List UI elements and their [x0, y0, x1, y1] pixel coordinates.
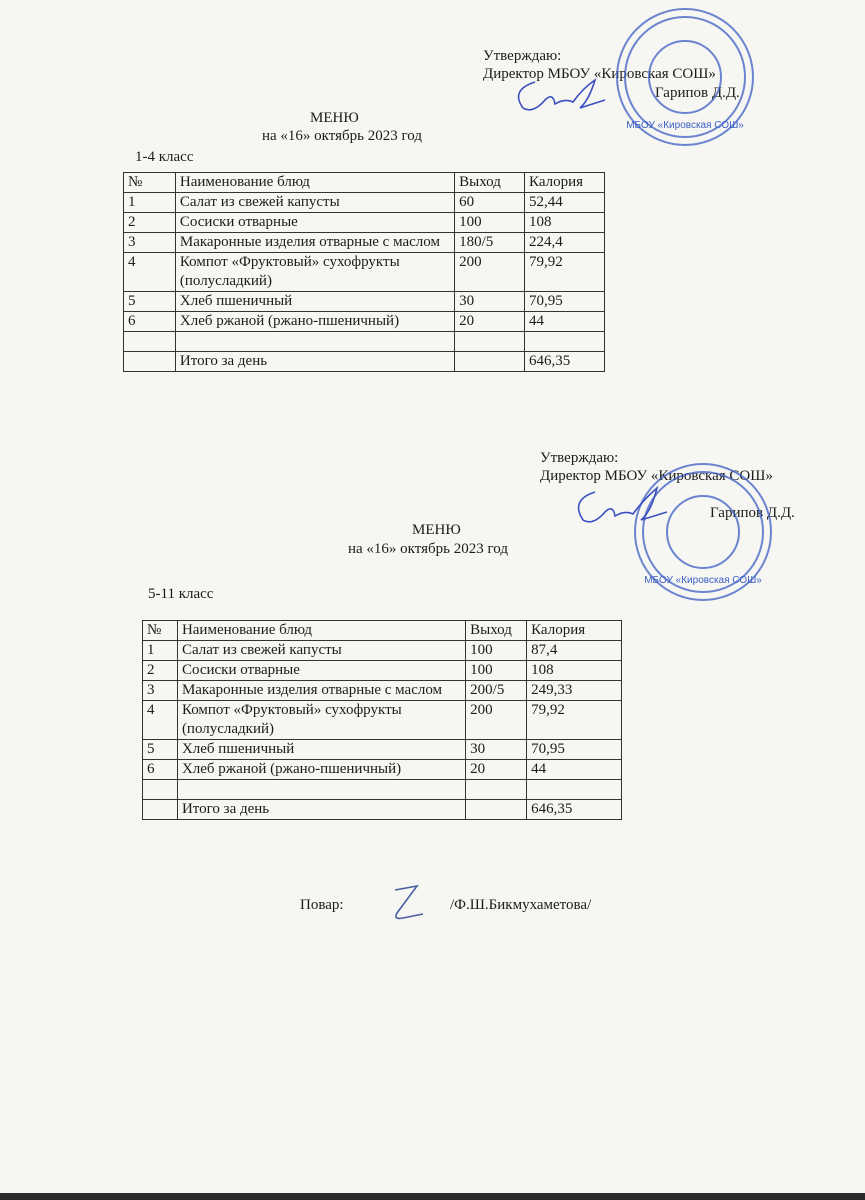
class-label: 5-11 класс — [148, 586, 214, 602]
cell-number: № — [143, 621, 178, 641]
cell-dish: Итого за день — [175, 352, 454, 372]
cell-number: № — [124, 173, 176, 193]
cell-dish — [177, 780, 465, 800]
cell-calories — [525, 332, 605, 352]
cell-yield: 100 — [466, 641, 527, 661]
cell-yield: 100 — [466, 661, 527, 681]
cell-yield: Выход — [466, 621, 527, 641]
cell-calories: 108 — [525, 213, 605, 233]
cell-number — [124, 352, 176, 372]
cell-calories: 249,33 — [527, 681, 622, 701]
cell-calories: 44 — [527, 760, 622, 780]
cell-yield: 30 — [466, 740, 527, 760]
cell-yield — [455, 332, 525, 352]
table-row — [124, 312, 605, 332]
table-header — [124, 173, 605, 193]
menu-title: МЕНЮ — [310, 110, 359, 126]
cell-number: 1 — [124, 193, 176, 213]
cell-yield: 30 — [455, 292, 525, 312]
cell-calories: 646,35 — [525, 352, 605, 372]
menu-title: МЕНЮ — [412, 522, 461, 538]
cell-number: 1 — [143, 641, 178, 661]
menu-date: на «16» октябрь 2023 год — [262, 128, 422, 144]
table-row — [124, 213, 605, 233]
cell-number: 2 — [124, 213, 176, 233]
official-stamp — [605, 5, 765, 155]
cell-yield: 20 — [455, 312, 525, 332]
menu-date: на «16» октябрь 2023 год — [348, 541, 508, 557]
cell-dish: Компот «Фруктовый» сухофрукты (полусладкий) — [177, 701, 465, 740]
table-row — [124, 233, 605, 253]
cell-calories — [527, 780, 622, 800]
menu-table-5-11 — [142, 620, 622, 820]
cell-dish: Макаронные изделия отварные с маслом — [175, 233, 454, 253]
cell-yield: 200/5 — [466, 681, 527, 701]
table-row — [124, 253, 605, 292]
cell-calories: Калория — [525, 173, 605, 193]
cell-dish: Наименование блюд — [175, 173, 454, 193]
cell-number: 5 — [143, 740, 178, 760]
table-row-total — [124, 352, 605, 372]
cell-yield: Выход — [455, 173, 525, 193]
cell-yield: 20 — [466, 760, 527, 780]
table-row-empty — [143, 780, 622, 800]
cell-dish: Салат из свежей капусты — [177, 641, 465, 661]
cell-yield: 60 — [455, 193, 525, 213]
cell-dish: Хлеб ржаной (ржано-пшеничный) — [175, 312, 454, 332]
table-header — [143, 621, 622, 641]
cell-yield — [455, 352, 525, 372]
approve-name: Гарипов Д.Д. — [655, 85, 740, 101]
table-row — [143, 681, 622, 701]
approve-position: Директор МБОУ «Кировская СОШ» — [540, 468, 773, 484]
cell-dish: Хлеб ржаной (ржано-пшеничный) — [177, 760, 465, 780]
cell-dish: Салат из свежей капусты — [175, 193, 454, 213]
cell-number: 5 — [124, 292, 176, 312]
cell-yield: 100 — [455, 213, 525, 233]
cell-number: 6 — [143, 760, 178, 780]
cell-number: 3 — [124, 233, 176, 253]
cell-calories: Калория — [527, 621, 622, 641]
cell-dish: Наименование блюд — [177, 621, 465, 641]
table-row — [143, 740, 622, 760]
cell-calories: 44 — [525, 312, 605, 332]
table-row-empty — [124, 332, 605, 352]
cell-number: 4 — [124, 253, 176, 292]
cell-calories: 52,44 — [525, 193, 605, 213]
table-row — [143, 701, 622, 740]
menu-table-1-4 — [123, 172, 605, 372]
table-row-total — [143, 800, 622, 820]
table-row — [124, 193, 605, 213]
cell-number — [124, 332, 176, 352]
scan-edge — [0, 1193, 865, 1200]
cell-dish: Сосиски отварные — [175, 213, 454, 233]
cell-dish — [175, 332, 454, 352]
cell-calories: 79,92 — [525, 253, 605, 292]
cook-name: /Ф.Ш.Бикмухаметова/ — [450, 897, 592, 913]
stamp-text: МБОУ «Кировская СОШ» — [644, 575, 762, 586]
cell-yield — [466, 780, 527, 800]
class-label: 1-4 класс — [135, 149, 194, 165]
cell-yield: 200 — [466, 701, 527, 740]
cell-calories: 79,92 — [527, 701, 622, 740]
cell-calories: 70,95 — [527, 740, 622, 760]
cell-calories: 87,4 — [527, 641, 622, 661]
cell-dish: Макаронные изделия отварные с маслом — [177, 681, 465, 701]
table-row — [143, 760, 622, 780]
cell-yield: 200 — [455, 253, 525, 292]
approve-position: Директор МБОУ «Кировская СОШ» — [483, 66, 716, 82]
cell-dish: Итого за день — [177, 800, 465, 820]
cell-dish: Хлеб пшеничный — [175, 292, 454, 312]
cell-number — [143, 780, 178, 800]
cook-label: Повар: — [300, 897, 344, 913]
cell-number: 2 — [143, 661, 178, 681]
approve-title: Утверждаю: — [540, 450, 619, 466]
cell-calories: 108 — [527, 661, 622, 681]
cell-calories: 646,35 — [527, 800, 622, 820]
cell-yield — [466, 800, 527, 820]
cell-calories: 224,4 — [525, 233, 605, 253]
cell-calories: 70,95 — [525, 292, 605, 312]
table-row — [143, 661, 622, 681]
cell-number: 4 — [143, 701, 178, 740]
approve-title: Утверждаю: — [483, 48, 562, 64]
cell-dish: Компот «Фруктовый» сухофрукты (полусладкий) — [175, 253, 454, 292]
table-row — [143, 641, 622, 661]
director-signature — [565, 480, 675, 535]
cook-signature — [385, 878, 435, 933]
cell-dish: Сосиски отварные — [177, 661, 465, 681]
cell-number: 3 — [143, 681, 178, 701]
approve-name: Гарипов Д.Д. — [710, 505, 795, 521]
stamp-text: МБОУ «Кировская СОШ» — [626, 120, 744, 131]
cell-dish: Хлеб пшеничный — [177, 740, 465, 760]
cell-yield: 180/5 — [455, 233, 525, 253]
cell-number: 6 — [124, 312, 176, 332]
table-row — [124, 292, 605, 312]
cell-number — [143, 800, 178, 820]
director-signature — [505, 70, 615, 120]
